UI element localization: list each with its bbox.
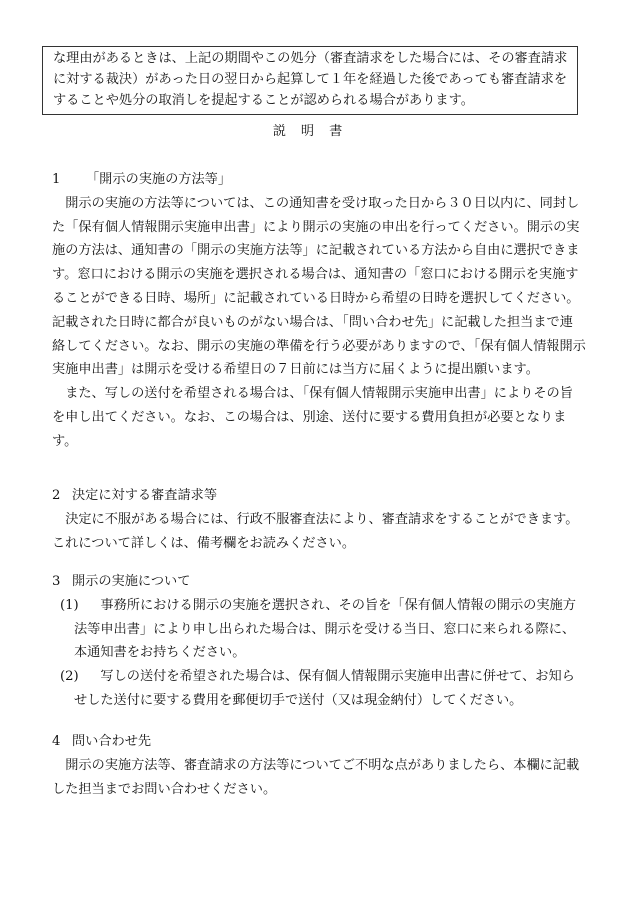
paragraph: 開示の実施の方法等については、この通知書を受け取った日から３０日以内に、同封した「保有個人情報開示実施申出書」により開示の実施の申出を行ってください。開示の実施の方法は、通知書の「開示の実施方法等」に記載されている方法から自由に選択できます。窓口における開示の実施を選択される場合は、通知書の「窓口における開示を実施することができる日時、場所」に記載されている日時から希望の日時を選択してください。記載された日時に都合が良いものがない場合は、「問い合わせ先」に記載した担当まで連絡してください。なお、開示の実施の準備を行う必要がありますので、「保有個人情報開示実施申出書」は開示を受ける希望日の７日前には当方に届くように提出願います。 <box>52 195 586 378</box>
paragraph: 決定に不服がある場合には、行政不服審査法により、審査請求をすることができます。これについて詳しくは、備考欄をお読みください。 <box>52 511 579 551</box>
paragraph: 開示の実施方法等、審査請求の方法等についてご不明な点がありましたら、本欄に記載した担当までお問い合わせください。 <box>52 757 580 797</box>
paragraph: また、写しの送付を希望される場合は、「保有個人情報開示実施申出書」によりその旨を申し出てください。なお、この場合は、別途、送付に要する費用負担が必要となります。 <box>52 386 573 449</box>
section-heading-text: 問い合わせ先 <box>72 734 152 749</box>
section-4 <box>52 730 586 801</box>
section-heading <box>52 484 586 508</box>
section-number: 2 <box>52 488 61 503</box>
section-number: 4 <box>52 734 61 749</box>
section-1 <box>52 168 586 454</box>
section-heading-text: 決定に対する審査請求等 <box>72 488 218 503</box>
list-item <box>52 665 586 713</box>
list-item-text: 写しの送付を希望された場合は、保有個人情報開示実施申出書に併せて、お知らせした送付に要する費用を郵便切手で送付（又は現金納付）してください。 <box>74 669 575 708</box>
notice-box <box>42 46 578 115</box>
document-title: 説明書 <box>272 124 358 139</box>
list-item-marker: (1) <box>60 597 79 613</box>
section-heading <box>52 168 586 192</box>
list-item-marker: (2) <box>60 669 79 685</box>
notice-text: な理由があるときは、上記の期間やこの処分（審査請求をした場合には、その審査請求に対する裁決）があった日の翌日から起算して１年を経過した後であっても審査請求をすることや処分の取消しを提起することが認められる場合があります。 <box>53 51 568 108</box>
list-item <box>52 594 586 665</box>
section-3 <box>52 570 586 713</box>
section-number: 1 <box>52 172 61 187</box>
section-number: 3 <box>52 574 61 589</box>
section-2 <box>52 484 586 555</box>
list-item-text: 事務所における開示の実施を選択され、その旨を「保有個人情報の開示の実施方法等申出書」により申し出られた場合は、開示を受ける当日、窓口に来られる際に、本通知書をお持ちください。 <box>74 597 576 661</box>
section-heading <box>52 570 586 594</box>
section-heading <box>52 730 586 754</box>
section-heading-text: 開示の実施について <box>72 574 191 589</box>
section-heading-text: 「開示の実施の方法等」 <box>86 172 232 187</box>
